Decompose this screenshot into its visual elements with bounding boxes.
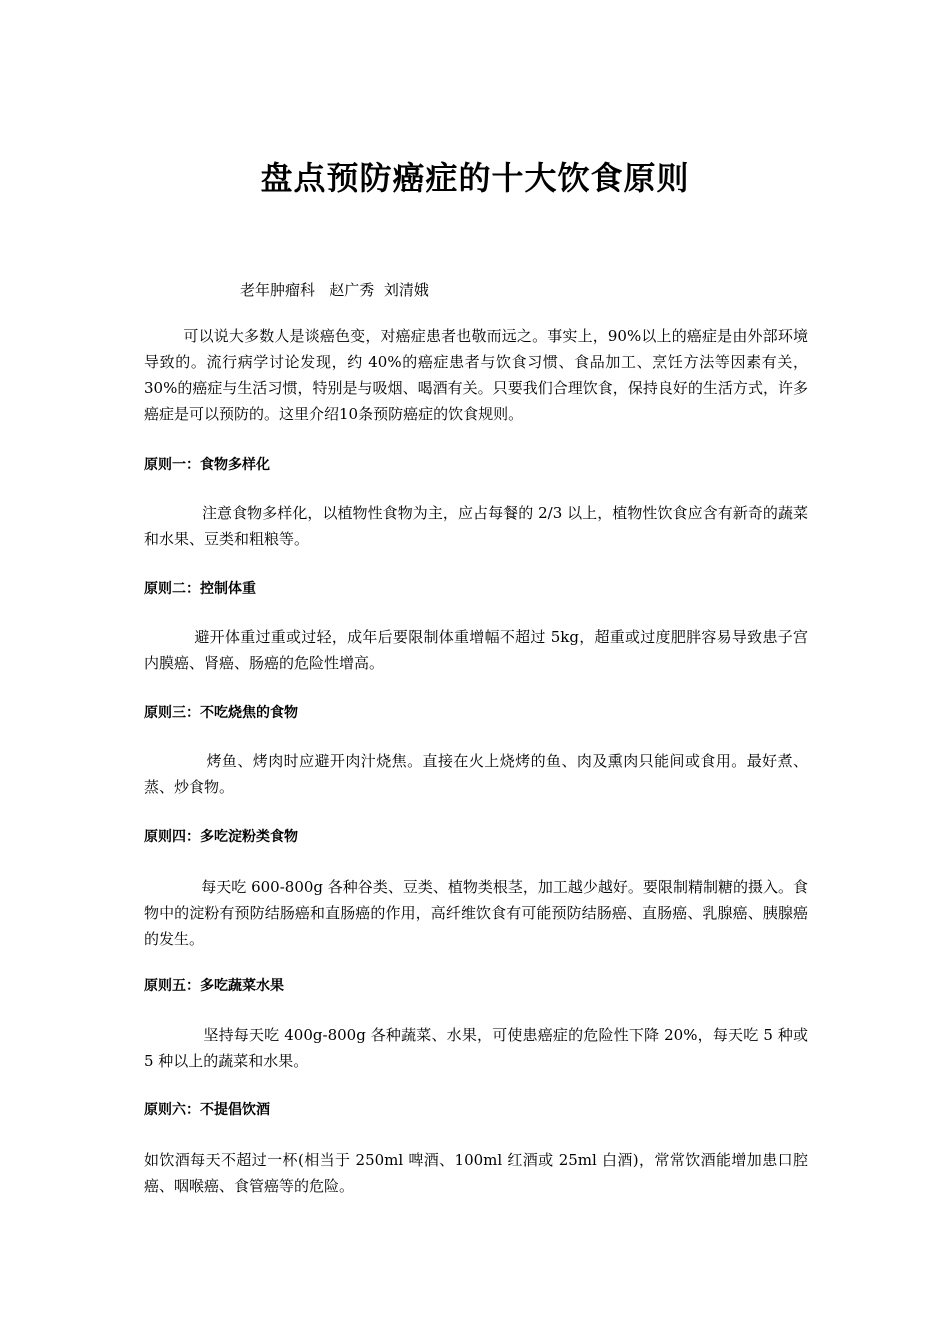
intro-paragraph: 可以说大多数人是谈癌色变，对癌症患者也敬而远之。事实上，90%以上的癌症是由外部环境导致的。流行病学讨论发现，约 40%的癌症患者与饮食习惯、食品加工、烹饪方法等因素有关，30%的癌症与生活习惯，特别是与吸烟、喝酒有关。只要我们合理饮食，保持良好的生活方式，许多癌症是可以预防的。这里介绍10条预防癌症的饮食规则。: [144, 327, 808, 423]
section-body-3: 烤鱼、烤肉时应避开肉汁烧焦。直接在火上烧烤的鱼、肉及熏肉只能间或食用。最好煮、蒸、炒食物。: [144, 752, 808, 796]
section-body-1: 注意食物多样化，以植物性食物为主，应占每餐的 2/3 以上，植物性饮食应含有新奇的蔬菜和水果、豆类和粗粮等。: [144, 504, 808, 548]
document-title: 盘点预防癌症的十大饮食原则: [260, 159, 690, 197]
section-heading-6: 原则六：不提倡饮酒: [144, 1102, 270, 1118]
section-heading-5: 原则五：多吃蔬菜水果: [144, 978, 284, 994]
section-heading-4: 原则四：多吃淀粉类食物: [144, 829, 298, 845]
section-heading-3: 原则三：不吃烧焦的食物: [144, 705, 298, 721]
section-heading-1: 原则一：食物多样化: [144, 457, 270, 473]
section-body-4: 每天吃 600-800g 各种谷类、豆类、植物类根茎，加工越少越好。要限制精制糖的摄入。食物中的淀粉有预防结肠癌和直肠癌的作用，高纤维饮食有可能预防结肠癌、直肠癌、乳腺癌、胰腺癌的发生。: [144, 878, 808, 948]
section-body-2: 避开体重过重或过轻，成年后要限制体重增幅不超过 5kg，超重或过度肥胖容易导致患子宫内膜癌、肾癌、肠癌的危险性增高。: [144, 628, 808, 672]
section-body-6: 如饮酒每天不超过一杯(相当于 250ml 啤酒、100ml 红酒或 25ml 白酒)，常常饮酒能增加患口腔癌、咽喉癌、食管癌等的危险。: [144, 1151, 808, 1195]
section-body-5: 坚持每天吃 400g-800g 各种蔬菜、水果，可使患癌症的危险性下降 20%，每天吃 5 种或 5 种以上的蔬菜和水果。: [144, 1026, 813, 1070]
document-authors: 老年肿瘤科 赵广秀 刘清娥: [240, 281, 429, 299]
section-heading-2: 原则二：控制体重: [144, 581, 256, 597]
